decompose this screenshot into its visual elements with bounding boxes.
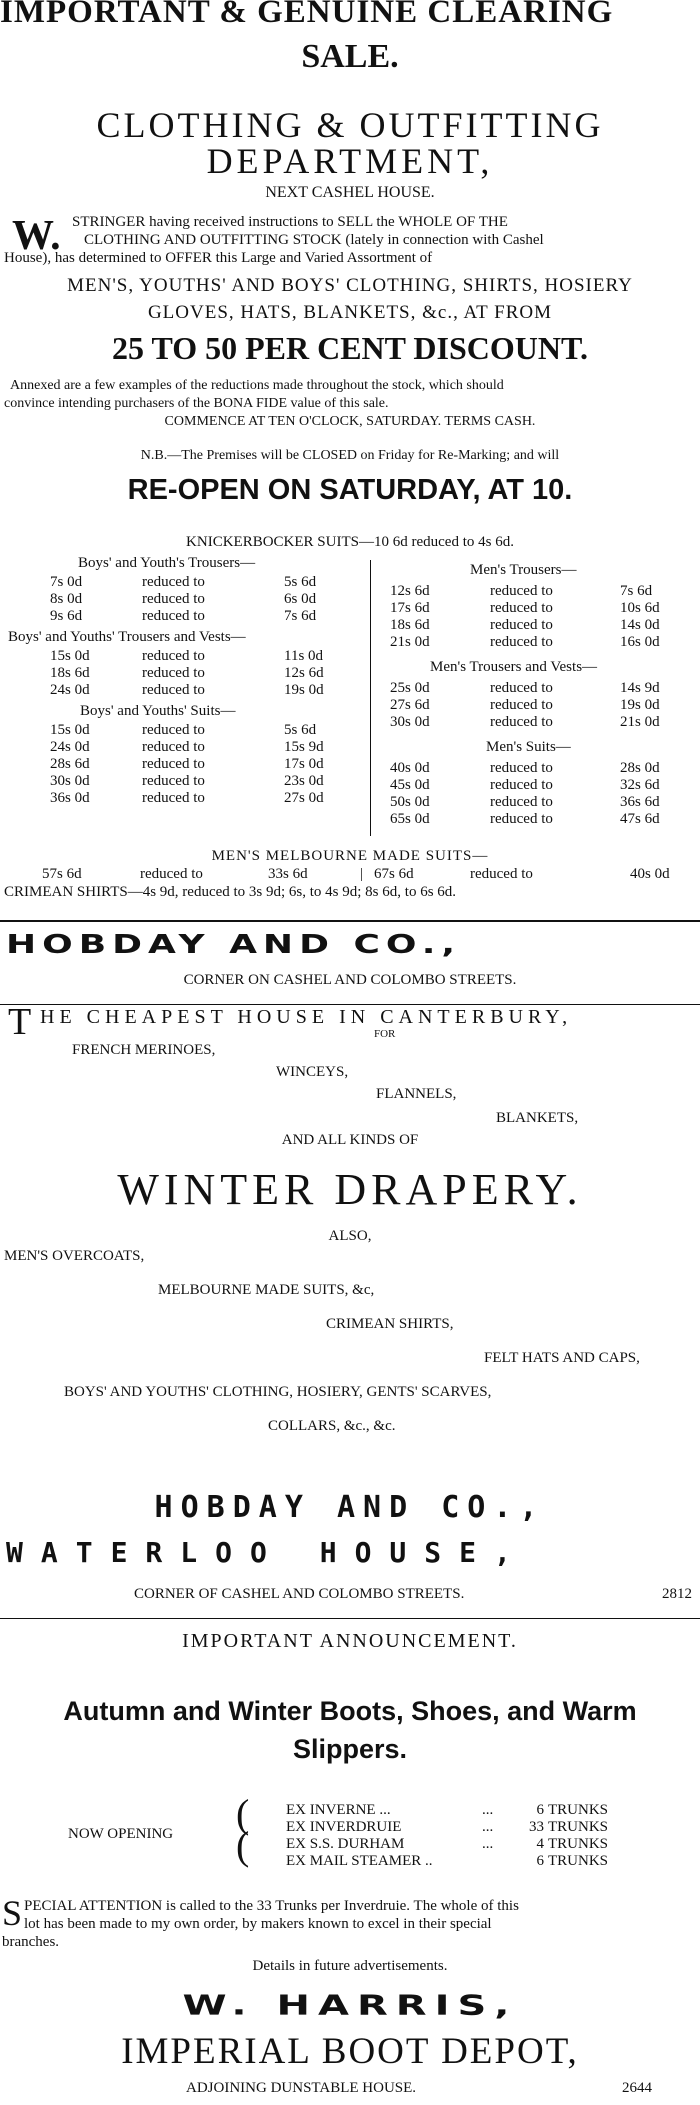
ad1-knicker: KNICKERBOCKER SUITS—10 6d reduced to 4s 6d. [186, 534, 514, 550]
right-reduced-label: reduced to [490, 714, 553, 730]
right-price-now: 47s 6d [620, 811, 660, 827]
left-price-was: 7s 0d [50, 574, 83, 590]
ad2-headline: HE CHEAPEST HOUSE IN CANTERBURY, [40, 1006, 573, 1028]
ship-unit: TRUNKS [548, 1802, 609, 1818]
ad1-dept-line2: DEPARTMENT, [206, 141, 494, 181]
ad2-winter: WINTER DRAPERY. [117, 1165, 583, 1214]
ad1-body-line2: CLOTHING AND OUTFITTING STOCK (lately in connection with Cashel [84, 232, 544, 248]
left-price-now: 15s 9d [284, 739, 324, 755]
left-price-was: 24s 0d [50, 739, 90, 755]
ad2-line-crimean: CRIMEAN SHIRTS, [326, 1316, 454, 1332]
right-price-now: 14s 0d [620, 617, 660, 633]
ad3-now-opening: NOW OPENING [68, 1826, 174, 1842]
right-reduced-label: reduced to [490, 583, 553, 599]
left-price-was: 15s 0d [50, 648, 90, 664]
melbourne-was-left: 57s 6d [42, 866, 82, 882]
divider-3 [0, 1618, 700, 1619]
ad1-reopen: RE-OPEN ON SATURDAY, AT 10. [127, 474, 573, 506]
melbourne-now-left: 33s 6d [268, 866, 308, 882]
ad3-drop-cap: S [2, 1893, 23, 1933]
right-price-now: 28s 0d [620, 760, 660, 776]
ad1-nb: N.B.—The Premises will be CLOSED on Friday for Re-Marking; and will [140, 448, 560, 463]
ad3-name: W. HARRIS, [182, 1990, 518, 2022]
ad1-dept-line1: CLOTHING & OUTFITTING [96, 105, 604, 145]
left-price-was: 36s 0d [50, 790, 90, 806]
ship-count: 33 [529, 1819, 544, 1835]
right-price-was: 45s 0d [390, 777, 430, 793]
right-price-now: 19s 0d [620, 697, 660, 713]
right-price-now: 16s 0d [620, 634, 660, 650]
ad2-house: WATERLOO HOUSE, [6, 1536, 529, 1569]
left-price-now: 5s 6d [284, 722, 317, 738]
right-price-now: 32s 6d [620, 777, 660, 793]
left-price-now: 19s 0d [284, 682, 324, 698]
ad3-details: Details in future advertisements. [252, 1958, 448, 1974]
left-price-now: 11s 0d [284, 648, 324, 664]
left-section-heading: Boys' and Youth's Trousers— [78, 555, 256, 571]
ship-unit: TRUNKS [548, 1853, 609, 1869]
divider-2 [0, 1004, 700, 1005]
right-price-was: 27s 6d [390, 697, 430, 713]
left-reduced-label: reduced to [142, 790, 205, 806]
brace-2: ( [236, 1823, 250, 1868]
melbourne-was-right: 67s 6d [374, 866, 414, 882]
right-price-was: 18s 6d [390, 617, 430, 633]
right-reduced-label: reduced to [490, 600, 553, 616]
left-section-heading: Boys' and Youths' Suits— [80, 703, 236, 719]
right-price-now: 21s 0d [620, 714, 660, 730]
right-price-now: 10s 6d [620, 600, 660, 616]
left-price-was: 28s 6d [50, 756, 90, 772]
right-reduced-label: reduced to [490, 760, 553, 776]
ad2-line-felt: FELT HATS AND CAPS, [484, 1350, 640, 1366]
left-reduced-label: reduced to [142, 756, 205, 772]
right-price-was: 40s 0d [390, 760, 430, 776]
ad1-title-line2: SALE. [301, 38, 399, 75]
ad1-goods-line2: GLOVES, HATS, BLANKETS, &c., AT FROM [147, 302, 553, 323]
left-price-now: 23s 0d [284, 773, 324, 789]
right-price-now: 36s 6d [620, 794, 660, 810]
ad2-line-collars: COLLARS, &c., &c. [268, 1418, 396, 1434]
ad1-annexed-line2: convince intending purchasers of the BONA FIDE value of this sale. [4, 396, 389, 411]
left-reduced-label: reduced to [142, 682, 205, 698]
ship-count: 6 [536, 1853, 544, 1869]
ship-count: 4 [536, 1836, 544, 1852]
ad3-number: 2644 [622, 2080, 652, 2096]
left-section-heading: Boys' and Youths' Trousers and Vests— [8, 629, 246, 645]
ad1-discount: 25 TO 50 PER CENT DISCOUNT. [112, 330, 588, 366]
right-price-was: 50s 0d [390, 794, 430, 810]
ad2-firm: HOBDAY AND CO., [154, 1490, 546, 1525]
ad1-address: CORNER ON CASHEL AND COLOMBO STREETS. [183, 972, 517, 988]
ship-unit: TRUNKS [548, 1819, 609, 1835]
right-reduced-label: reduced to [490, 697, 553, 713]
ship-name: EX MAIL STEAMER .. [286, 1853, 433, 1869]
right-reduced-label: reduced to [490, 634, 553, 650]
melbourne-bar: | [360, 866, 364, 882]
ad2-address: CORNER OF CASHEL AND COLOMBO STREETS. [134, 1586, 465, 1602]
ship-dots: ... [482, 1802, 494, 1818]
ad2-line-boys: BOYS' AND YOUTHS' CLOTHING, HOSIERY, GENTS' SCARVES, [64, 1384, 492, 1400]
ad1-body-line1: STRINGER having received instructions to SELL the WHOLE OF THE [72, 214, 508, 230]
ad3-headline-line2: Slippers. [292, 1734, 408, 1764]
ad1-body-line3: House), has determined to OFFER this Large and Varied Assortment of [4, 250, 433, 266]
ad1-title-line1: IMPORTANT & GENUINE CLEARING [0, 0, 614, 30]
ad3-special-line1: PECIAL ATTENTION is called to the 33 Trunks per Inverdruie. The whole of this [24, 1898, 519, 1914]
ship-dots: ... [482, 1836, 494, 1852]
right-price-was: 65s 0d [390, 811, 430, 827]
ad1-location: NEXT CASHEL HOUSE. [265, 184, 435, 201]
left-reduced-label: reduced to [142, 665, 205, 681]
ad2-line-overcoats: MEN'S OVERCOATS, [4, 1248, 145, 1264]
melbourne-now-right: 40s 0d [630, 866, 670, 882]
left-reduced-label: reduced to [142, 773, 205, 789]
ad3-special-line3: branches. [2, 1934, 60, 1950]
ad1-drop-cap: W. [12, 213, 61, 259]
left-reduced-label: reduced to [142, 648, 205, 664]
ad3-headline-line1: Autumn and Winter Boots, Shoes, and Warm [63, 1696, 637, 1726]
ad2-drop-cap: T [8, 1001, 32, 1043]
melbourne-row [0, 866, 700, 884]
right-reduced-label: reduced to [490, 777, 553, 793]
left-price-now: 17s 0d [284, 756, 324, 772]
left-reduced-label: reduced to [142, 574, 205, 590]
right-section-heading: Men's Trousers and Vests— [430, 659, 598, 675]
price-column-divider [370, 560, 371, 836]
right-reduced-label: reduced to [490, 617, 553, 633]
left-price-now: 12s 6d [284, 665, 324, 681]
right-price-was: 12s 6d [390, 583, 430, 599]
ad2-item2: WINCEYS, [276, 1064, 349, 1080]
ship-name: EX INVERNE ... [286, 1802, 391, 1818]
melbourne-reduced-right: reduced to [470, 866, 533, 882]
left-price-now: 7s 6d [284, 608, 317, 624]
right-price-was: 30s 0d [390, 714, 430, 730]
ad3-adjoining: ADJOINING DUNSTABLE HOUSE. [186, 2080, 417, 2096]
ship-count: 6 [536, 1802, 544, 1818]
right-price-was: 25s 0d [390, 680, 430, 696]
ad1-crimean: CRIMEAN SHIRTS—4s 9d, reduced to 3s 9d; 6s, to 4s 9d; 8s 6d, to 6s 6d. [4, 884, 457, 900]
right-price-was: 17s 6d [390, 600, 430, 616]
left-reduced-label: reduced to [142, 591, 205, 607]
left-price-was: 30s 0d [50, 773, 90, 789]
ad1-melbourne: MEN'S MELBOURNE MADE SUITS— [211, 848, 489, 864]
ad1-firm: HOBDAY AND CO., [6, 930, 462, 960]
left-reduced-label: reduced to [142, 722, 205, 738]
right-price-now: 14s 9d [620, 680, 660, 696]
left-price-now: 6s 0d [284, 591, 317, 607]
ad2-line-melb: MELBOURNE MADE SUITS, &c, [158, 1282, 375, 1298]
ad1-goods-line1: MEN'S, YOUTHS' AND BOYS' CLOTHING, SHIRTS, HOSIERY [67, 275, 633, 296]
ship-dots: ... [482, 1819, 494, 1835]
right-price-now: 7s 6d [620, 583, 653, 599]
ship-name: EX INVERDRUIE [286, 1819, 402, 1835]
ship-name: EX S.S. DURHAM [286, 1836, 405, 1852]
ad3-special-line2: lot has been made to my own order, by makers known to excel in their special [24, 1916, 492, 1932]
ad2-item3: FLANNELS, [376, 1086, 457, 1102]
divider-1 [0, 920, 700, 922]
right-section-heading: Men's Trousers— [470, 562, 577, 578]
ad2-item4: BLANKETS, [496, 1110, 579, 1126]
ad2-item1: FRENCH MERINOES, [72, 1042, 216, 1058]
left-price-was: 8s 0d [50, 591, 83, 607]
left-price-now: 27s 0d [284, 790, 324, 806]
right-reduced-label: reduced to [490, 680, 553, 696]
left-price-was: 24s 0d [50, 682, 90, 698]
ship-unit: TRUNKS [548, 1836, 609, 1852]
right-reduced-label: reduced to [490, 811, 553, 827]
left-reduced-label: reduced to [142, 739, 205, 755]
ad1-annexed-line1: Annexed are a few examples of the reductions made throughout the stock, which should [10, 378, 504, 393]
melbourne-reduced-left: reduced to [140, 866, 203, 882]
ad2-kinds: AND ALL KINDS OF [281, 1132, 419, 1148]
ad2-also: ALSO, [328, 1228, 372, 1244]
right-section-heading: Men's Suits— [486, 739, 571, 755]
ad2-for: FOR [374, 1028, 396, 1040]
ad3-announce: IMPORTANT ANNOUNCEMENT. [182, 1630, 518, 1652]
ad1-commence: COMMENCE AT TEN O'CLOCK, SATURDAY. TERMS CASH. [164, 414, 536, 429]
left-price-now: 5s 6d [284, 574, 317, 590]
left-price-was: 18s 6d [50, 665, 90, 681]
right-reduced-label: reduced to [490, 794, 553, 810]
left-price-was: 15s 0d [50, 722, 90, 738]
brace-1: ( [236, 1791, 250, 1836]
left-reduced-label: reduced to [142, 608, 205, 624]
left-price-was: 9s 6d [50, 608, 83, 624]
ad3-depot: IMPERIAL BOOT DEPOT, [121, 2031, 579, 2072]
ad2-number: 2812 [662, 1586, 692, 1602]
right-price-was: 21s 0d [390, 634, 430, 650]
